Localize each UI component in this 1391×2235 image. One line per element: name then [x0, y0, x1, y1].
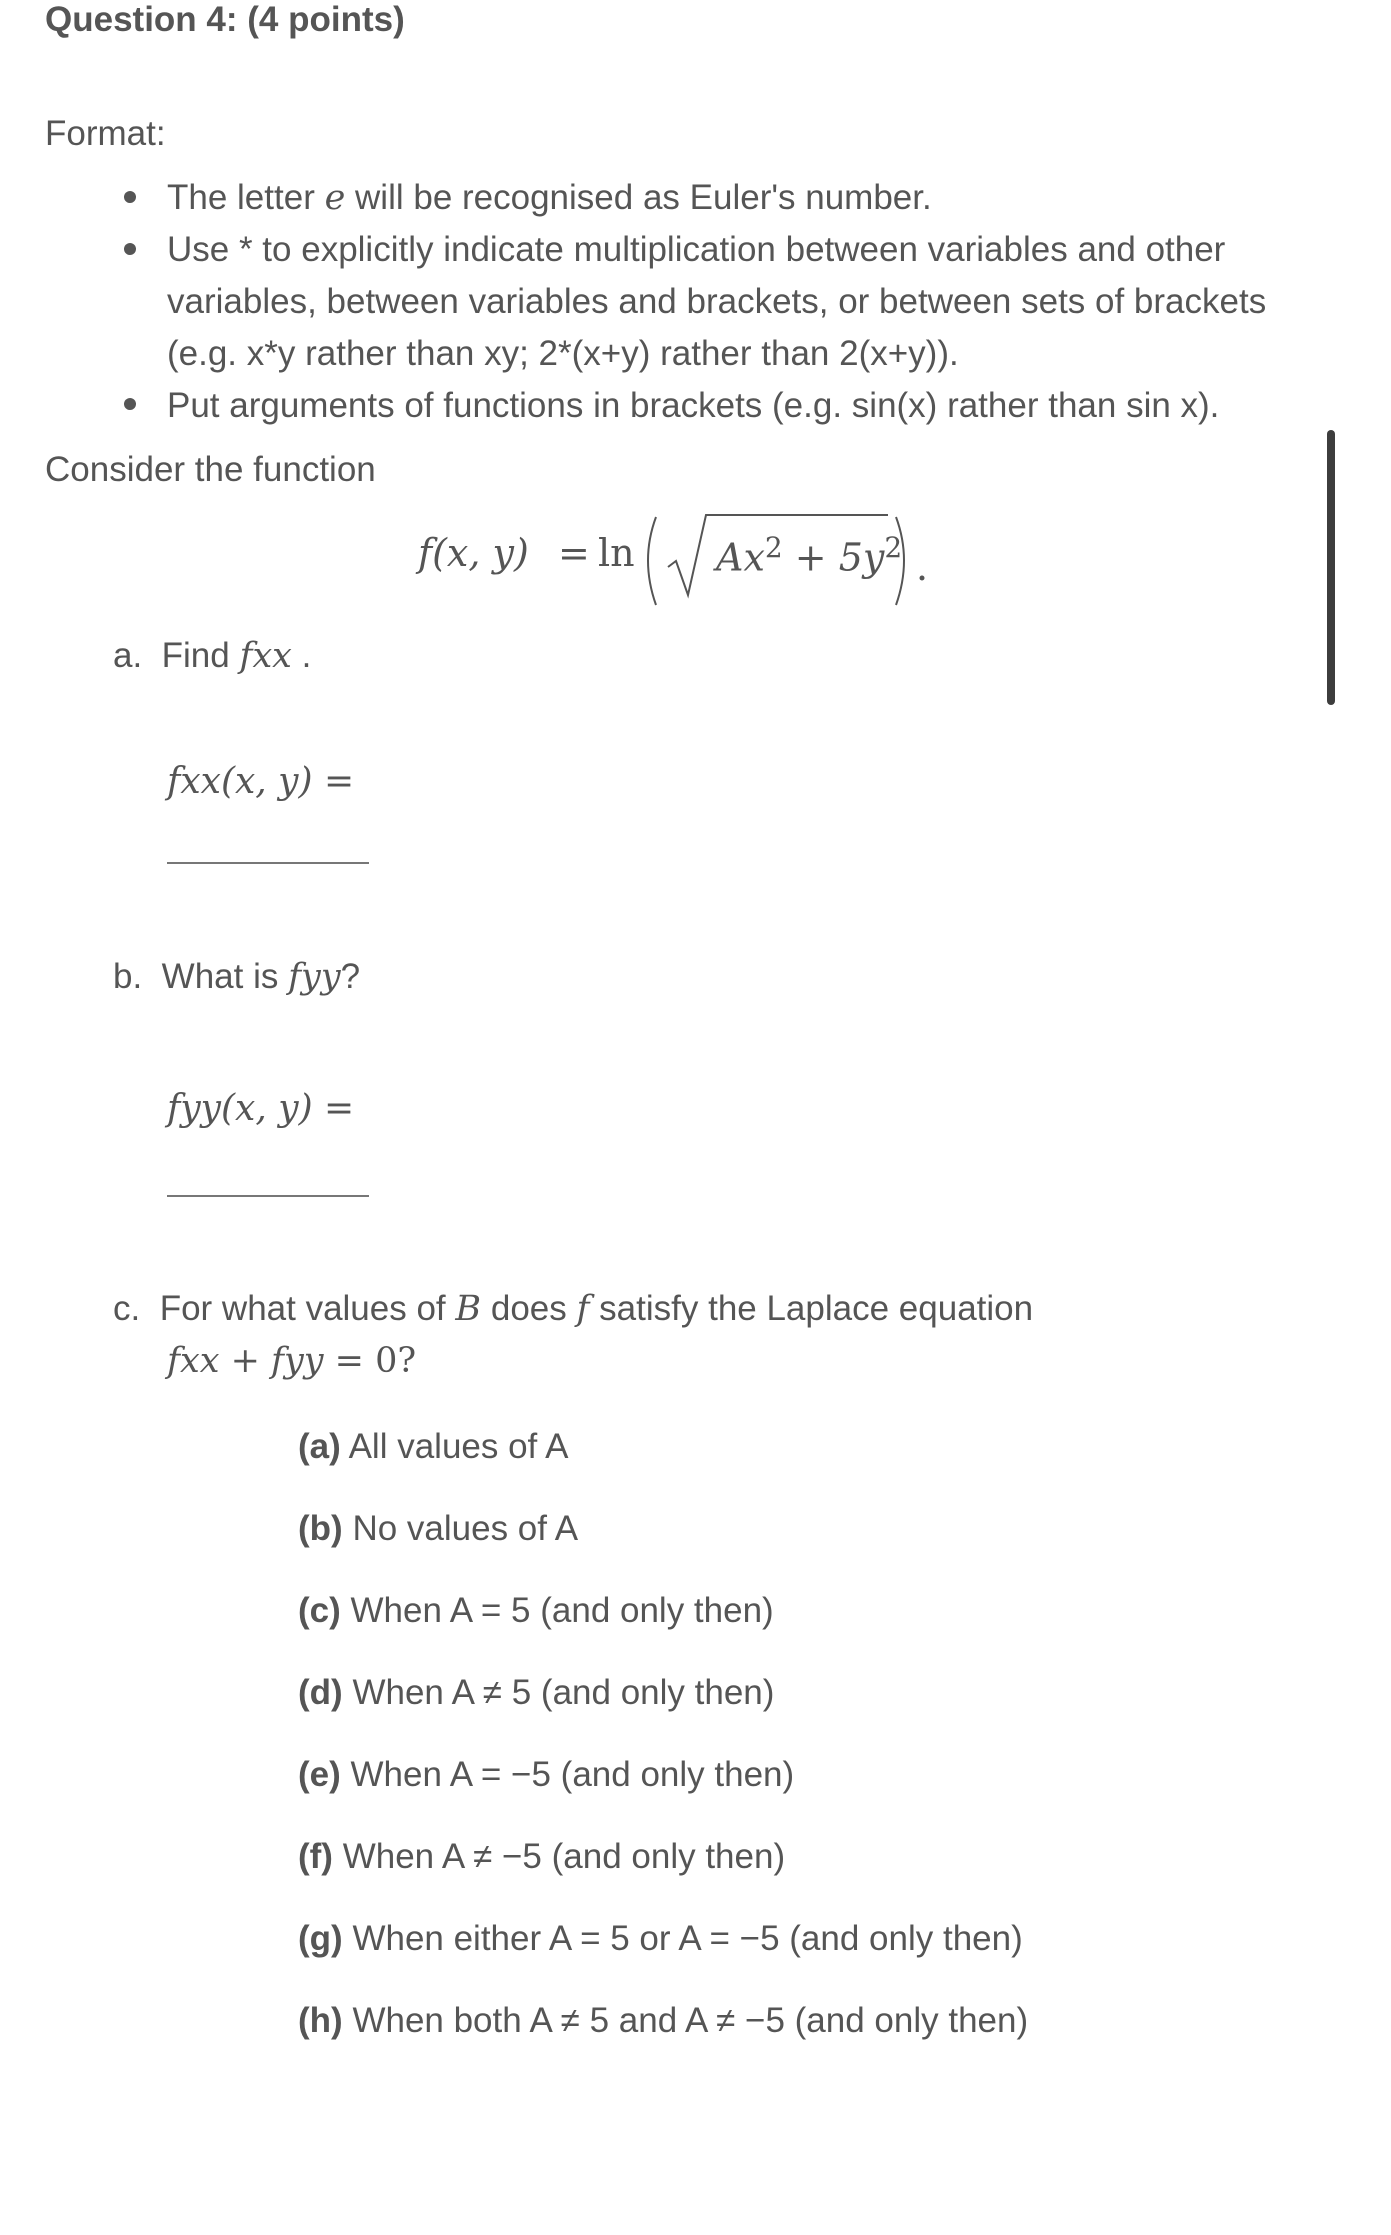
option-d[interactable]: (d) When A ≠ 5 (and only then)	[298, 1673, 775, 1712]
laplace-equation: fxx + fyy = 0?	[167, 1341, 417, 1381]
option-e[interactable]: (e) When A = −5 (and only then)	[298, 1755, 795, 1794]
left-paren-icon	[648, 517, 656, 605]
part-a-answer-label: fxx(x, y) =	[167, 761, 355, 802]
bullet-brackets: Put arguments of functions in brackets (e.g. sin(x) rather than sin x).	[167, 386, 1220, 425]
answer-input-fyy[interactable]	[167, 1195, 369, 1197]
option-b[interactable]: (b) No values of A	[298, 1509, 579, 1548]
part-b-answer-label: fyy(x, y) =	[167, 1088, 355, 1129]
function-formula: f(x, y) = ln $Ax^2 + 5y^2$	[418, 505, 978, 605]
scrollbar[interactable]	[1327, 430, 1335, 705]
option-h[interactable]: (h) When both A ≠ 5 and A ≠ −5 (and only then)	[298, 2001, 1029, 2040]
format-heading: Format:	[45, 114, 166, 153]
consider-function: Consider the function	[45, 450, 376, 489]
part-b-prompt: b. What is fyy?	[113, 957, 361, 997]
option-c[interactable]: (c) When A = 5 (and only then)	[298, 1591, 774, 1630]
option-a[interactable]: (a) All values of A	[298, 1427, 569, 1466]
bullet-dot	[124, 243, 136, 255]
question-title: Question 4: (4 points)	[45, 0, 405, 39]
bullet-dot	[124, 191, 136, 203]
bullet-multiplication: Use * to explicitly indicate multiplication between variables and other variables, between variables and brackets, or between sets of brackets (e.g. x*y rather than xy; 2*(x+y) rather than 2(x+y)).	[167, 230, 1267, 373]
answer-input-fxx[interactable]	[167, 862, 369, 864]
radicand: $Ax^2 + 5y^2$	[716, 531, 903, 580]
part-a-prompt: a. Find fxx .	[113, 636, 312, 676]
option-f[interactable]: (f) When A ≠ −5 (and only then)	[298, 1837, 786, 1876]
bullet-dot	[124, 398, 136, 410]
option-g[interactable]: (g) When either A = 5 or A = −5 (and only then)	[298, 1919, 1023, 1958]
bullet-euler: The letter e will be recognised as Euler's number.	[167, 178, 932, 218]
part-c-prompt: c. For what values of B does f satisfy the Laplace equation	[113, 1289, 1034, 1329]
